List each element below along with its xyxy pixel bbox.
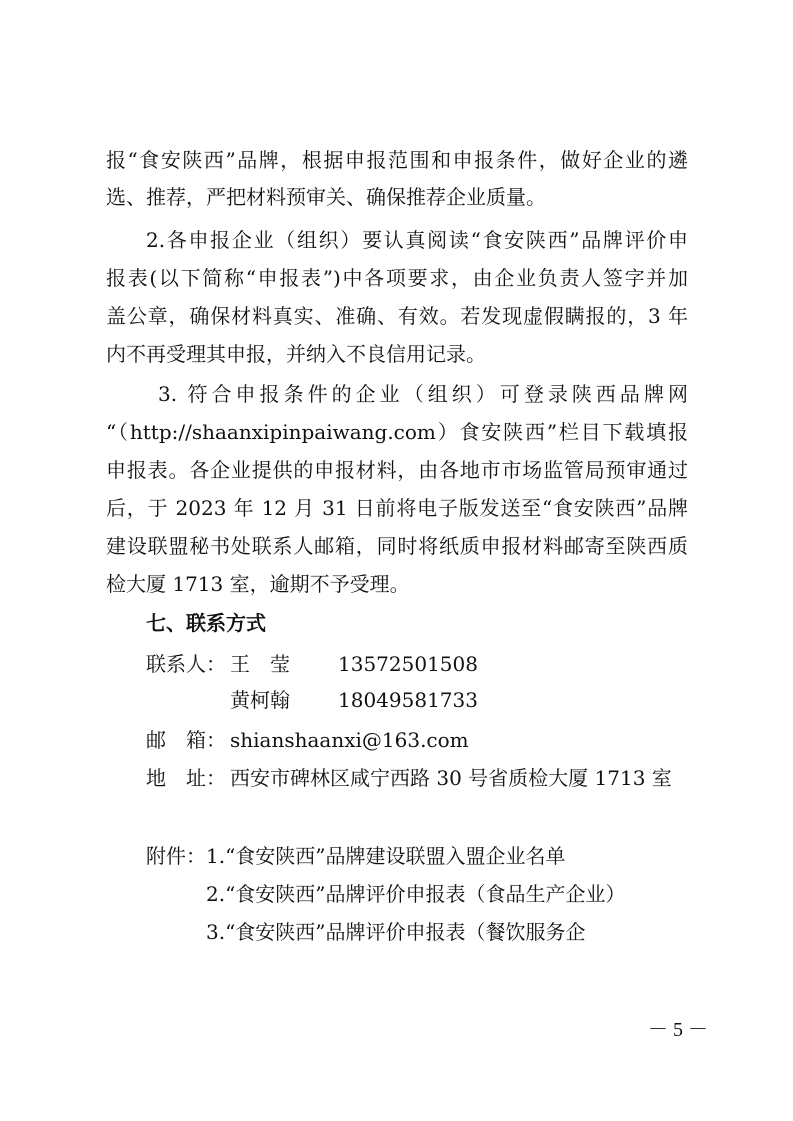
email-label: 邮 箱： xyxy=(146,728,226,752)
paragraph-line: 报表(以下简称“申报表”)中各项要求，由企业负责人签字并加 xyxy=(106,266,688,290)
paragraph-line: 2.各申报企业（组织）要认真阅读“食安陕西”品牌评价申 xyxy=(146,228,688,252)
contact-label: 联系人： xyxy=(146,652,226,676)
section-heading: 七、联系方式 xyxy=(146,611,266,635)
contact-phone: 13572501508 xyxy=(338,652,478,676)
page-number: － 5 － xyxy=(648,1019,708,1041)
attachment-item: 1.“食安陕西”品牌建设联盟入盟企业名单 xyxy=(206,844,566,868)
paragraph-line: 建设联盟秘书处联系人邮箱，同时将纸质申报材料邮寄至陕西质 xyxy=(106,534,688,558)
paragraph-line: 3. 符合申报条件的企业（组织）可登录陕西品牌网 xyxy=(158,382,688,406)
paragraph-line: 后，于 2023 年 12 月 31 日前将电子版发送至“食安陕西”品牌 xyxy=(106,496,688,520)
attachment-item: 3.“食安陕西”品牌评价申报表（餐饮服务企 xyxy=(206,920,586,944)
contact-phone: 18049581733 xyxy=(338,688,478,712)
address-label: 地 址： xyxy=(146,766,226,790)
email-value: shianshaanxi@163.com xyxy=(230,728,469,752)
paragraph-line: 申报表。各企业提供的申报材料，由各地市市场监管局预审通过 xyxy=(106,458,688,482)
paragraph-line: 检大厦 1713 室，逾期不予受理。 xyxy=(106,572,410,596)
paragraph-line: 盖公章，确保材料真实、准确、有效。若发现虚假瞒报的，3 年 xyxy=(106,304,688,328)
paragraph-line: “（http://shaanxipinpaiwang.com）食安陕西”栏目下载填报 xyxy=(106,420,688,444)
contact-name: 黄柯翰 xyxy=(230,688,290,712)
contact-name: 王 莹 xyxy=(230,652,290,676)
attachment-item: 2.“食安陕西”品牌评价申报表（食品生产企业） xyxy=(206,882,626,906)
paragraph-line: 内不再受理其申报，并纳入不良信用记录。 xyxy=(106,342,486,366)
attachments-label: 附件： xyxy=(146,844,206,868)
address-value: 西安市碑林区咸宁西路 30 号省质检大厦 1713 室 xyxy=(230,766,672,790)
paragraph-line: 选、推荐，严把材料预审关、确保推荐企业质量。 xyxy=(106,185,546,209)
paragraph-line: 报“食安陕西”品牌，根据申报范围和申报条件，做好企业的遴 xyxy=(106,148,688,172)
